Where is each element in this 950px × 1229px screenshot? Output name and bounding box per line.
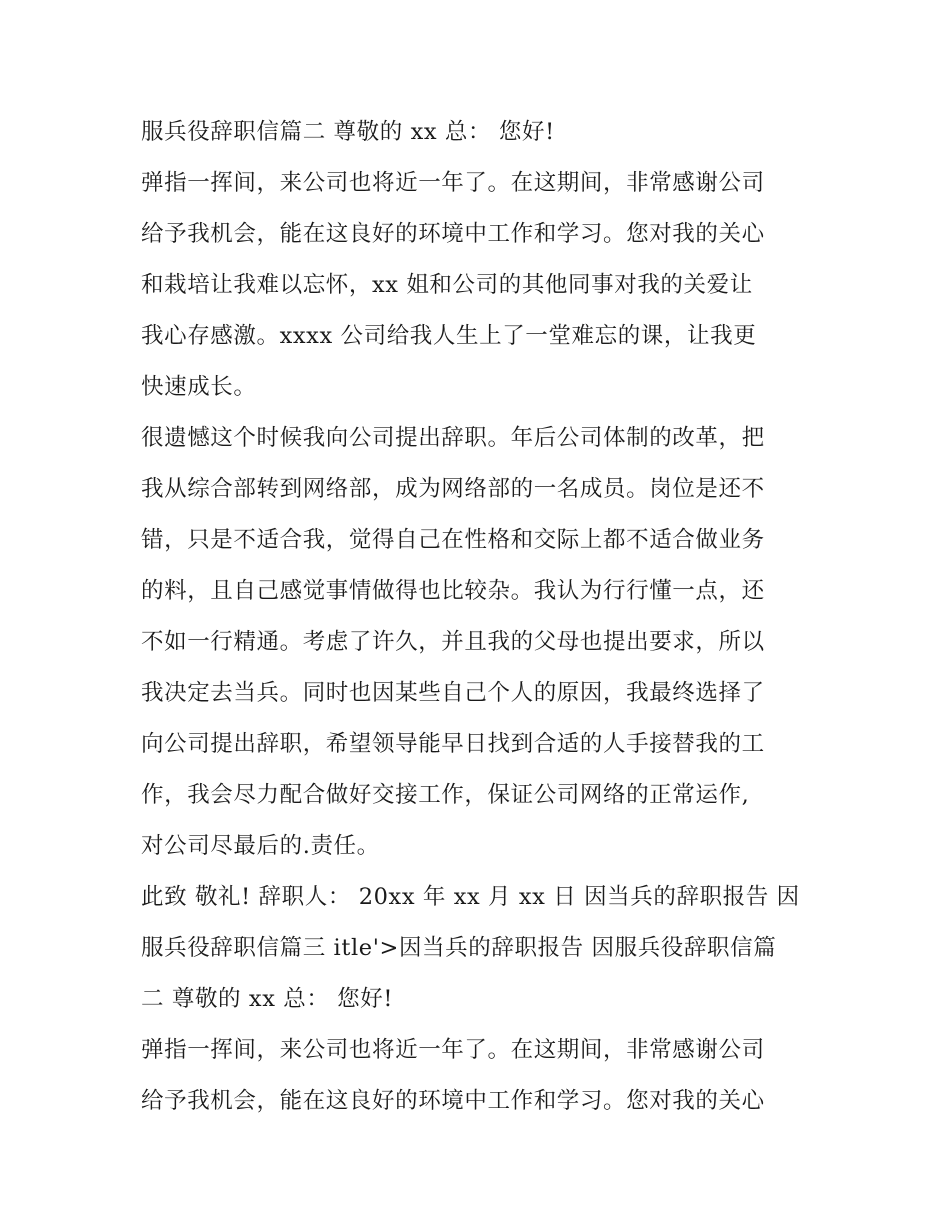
text-line: 错，只是不适合我，觉得自己在性格和交际上都不适合做业务 — [141, 527, 765, 553]
text-line: 此致 敬礼! 辞职人： 20xx 年 xx 月 xx 日 因当兵的辞职报告 因 — [141, 884, 800, 910]
text-line: 快速成长。 — [141, 374, 257, 400]
text-line: 不如一行精通。考虑了许久，并且我的父母也提出要求，所以 — [141, 629, 765, 655]
text-line-heading: 服兵役辞职信篇二 尊敬的 xx 总： 您好! — [141, 119, 555, 145]
text-line: 弹指一挥间，来公司也将近一年了。在这期间，非常感谢公司 — [141, 170, 765, 196]
text-line: 二 尊敬的 xx 总： 您好! — [141, 986, 394, 1012]
text-line: 给予我机会，能在这良好的环境中工作和学习。您对我的关心 — [141, 1088, 765, 1114]
text-line: 作，我会尽力配合做好交接工作，保证公司网络的正常运作, — [141, 782, 750, 808]
document-body — [141, 107, 821, 1127]
text-line: 我决定去当兵。同时也因某些自己个人的原因，我最终选择了 — [141, 680, 765, 706]
text-line: 给予我机会，能在这良好的环境中工作和学习。您对我的关心 — [141, 221, 765, 247]
text-line: 弹指一挥间，来公司也将近一年了。在这期间，非常感谢公司 — [141, 1037, 765, 1063]
text-line: 很遗憾这个时候我向公司提出辞职。年后公司体制的改革，把 — [141, 425, 765, 451]
text-line: 对公司尽最后的.责任。 — [141, 833, 380, 859]
text-line: 我从综合部转到网络部，成为网络部的一名成员。岗位是还不 — [141, 476, 765, 502]
text-line: 向公司提出辞职，希望领导能早日找到合适的人手接替我的工 — [141, 731, 765, 757]
text-line: 服兵役辞职信篇三 itle'>因当兵的辞职报告 因服兵役辞职信篇 — [141, 935, 777, 961]
text-line: 的料，且自己感觉事情做得也比较杂。我认为行行懂一点，还 — [141, 578, 765, 604]
text-line: 我心存感激。xxxx 公司给我人生上了一堂难忘的课，让我更 — [141, 323, 757, 349]
text-line: 和栽培让我难以忘怀，xx 姐和公司的其他同事对我的关爱让 — [141, 272, 753, 298]
